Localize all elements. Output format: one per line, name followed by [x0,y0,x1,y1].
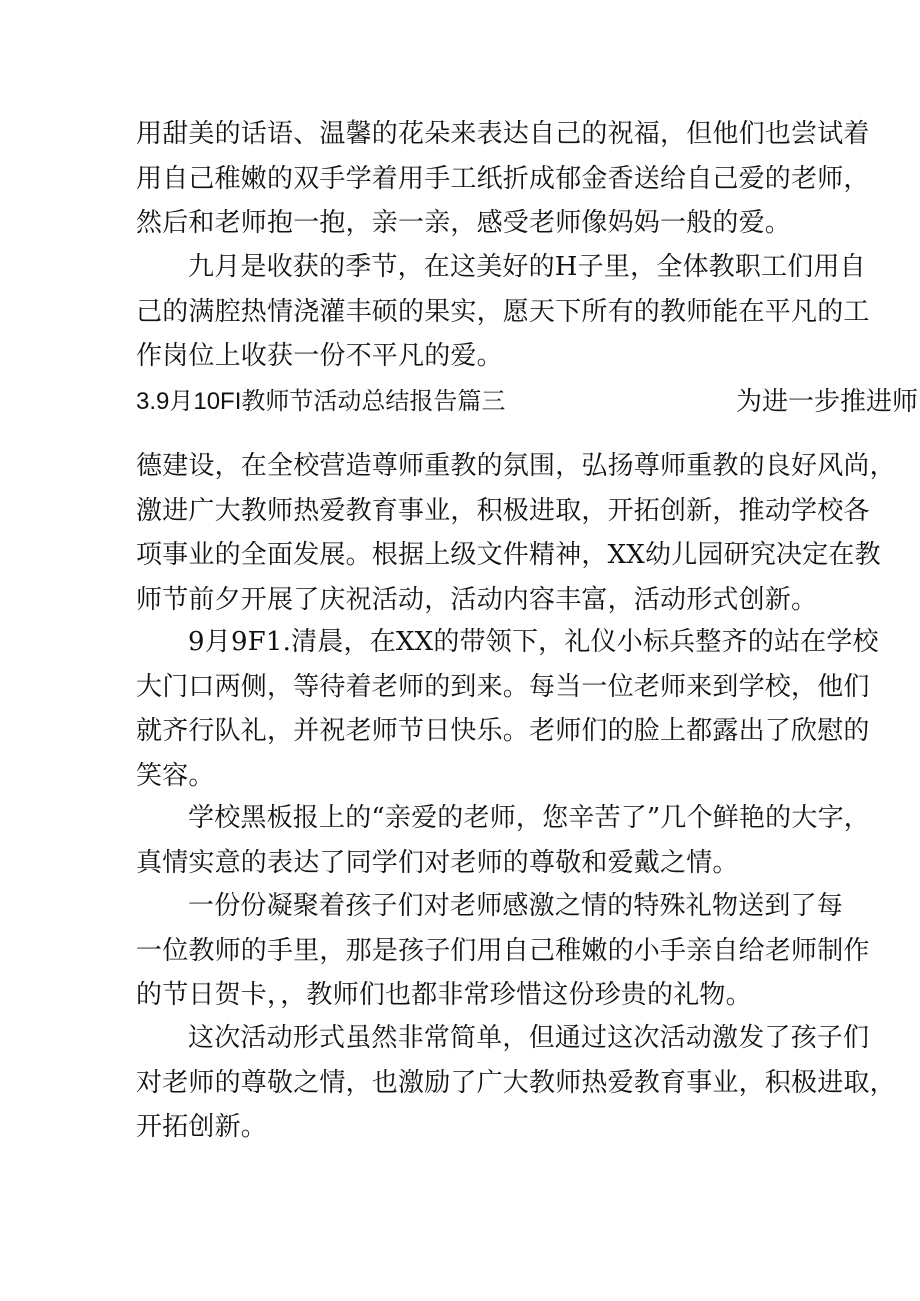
text-line: 开拓创新。 [136,1112,268,1142]
text-line: 然后和老师抱一抱，亲一亲，感受老师像妈妈一般的爱。 [136,208,792,238]
text-line: 作岗位上收获一份不平凡的爱。 [136,341,503,371]
paragraph-1 [136,112,870,246]
text-line: 用甜美的话语、温馨的花朵来表达自己的祝福，但他们也尝试着 [136,119,870,149]
text-line: 德建设，在全校营造尊师重教的氛围，弘扬尊师重教的良好风尚， [136,451,896,481]
section-heading: 3.9月10FI教师节活动总结报告篇三 [136,388,506,415]
text-line: 学校黑板报上的“亲爱的老师，您辛苦了”几个鲜艳的大字， [188,803,870,833]
text-line: 真情实意的表达了同学们对老师的尊敬和爱戴之情。 [136,847,739,878]
paragraph-3 [136,444,896,622]
text-line: 笑容。 [136,760,215,791]
text-line: 一份份凝聚着孩子们对老师感激之情的特殊礼物送到了每 [188,891,844,921]
text-line: 师节前夕开展了庆祝活动，活动内容丰富，活动形式创新。 [136,584,818,615]
paragraph-7 [136,1016,896,1150]
text-line: 一位教师的手里，那是孩子们用自己稚嫩的小手亲自给老师制作 [136,935,870,966]
paragraph-2 [136,245,870,379]
text-line: 9月9F1.清晨，在XX的带领下，礼仪小标兵整齐的站在学校 [188,627,879,657]
paragraph-6 [136,884,870,1018]
text-line: 这次活动形式虽然非常简单，但通过这次活动激发了孩子们 [188,1023,870,1053]
paragraph-5 [136,796,870,885]
section-lead-text: 为进一步推进师 [736,387,919,417]
text-line: 九月是收获的季节，在这美好的H子里，全体教职工们用自 [188,252,866,282]
text-line: 对老师的尊敬之情，也激励了广大教师热爱教育事业，积极进取， [136,1067,896,1098]
text-line: 己的满腔热情浇灌丰硕的果实，愿天下所有的教师能在平凡的工 [136,296,870,327]
text-line: 的节日贺卡，，教师们也都非常珍惜这份珍贵的礼物。 [136,980,752,1010]
text-line: 大门口两侧，等待着老师的到来。每当一位老师来到学校，他们 [136,671,870,702]
paragraph-4 [136,620,879,798]
section-heading-row [136,384,919,420]
text-line: 就齐行队礼，并祝老师节日快乐。老师们的脸上都露出了欣慰的 [136,716,870,746]
text-line: 项事业的全面发展。根据上级文件精神，XX幼儿园研究决定在教 [136,540,881,570]
text-line: 激进广大教师热爱教育事业，积极进取，开拓创新，推动学校各 [136,495,870,526]
text-line: 用自己稚嫩的双手学着用手工纸折成郁金香送给自己爱的老师， [136,163,870,194]
